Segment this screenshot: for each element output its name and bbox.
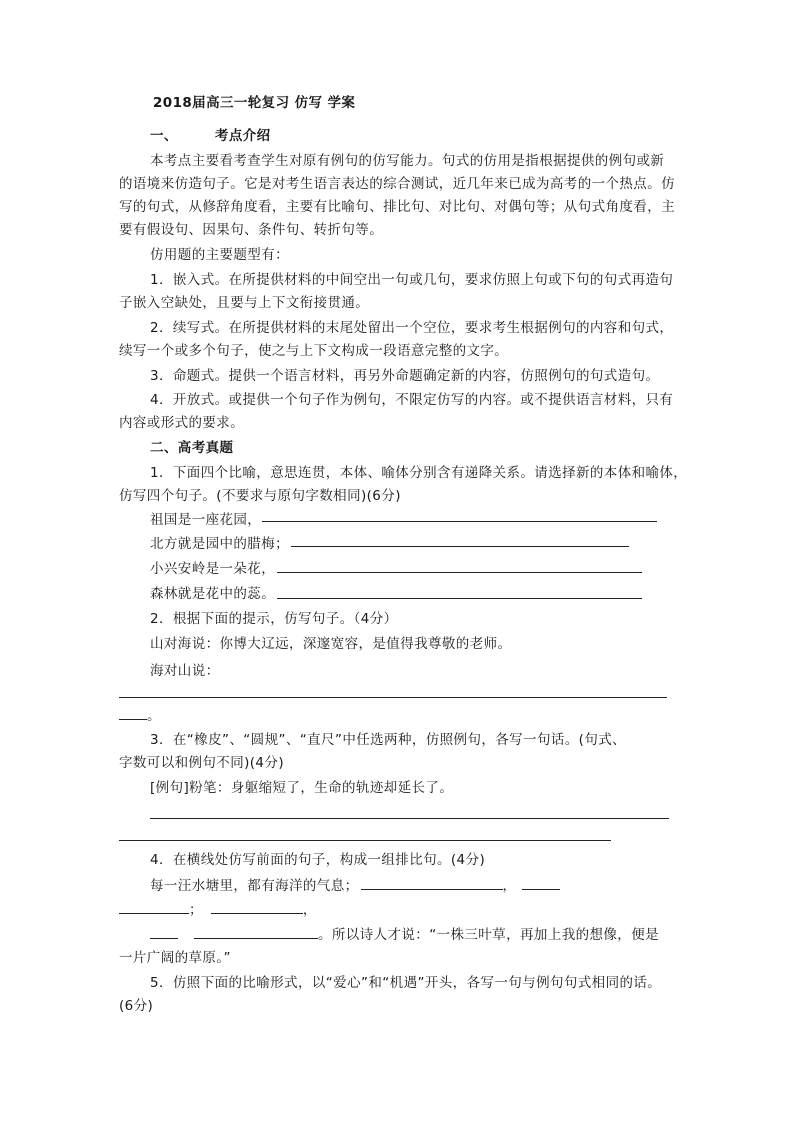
q2-answer-blank-2[interactable] xyxy=(119,704,147,720)
q2-line-4 xyxy=(0,704,794,728)
q2-end-mark: 。 xyxy=(147,708,161,724)
type-3-line-1 xyxy=(0,364,794,388)
type-1-line-2 xyxy=(0,291,794,315)
q1-sentence-4 xyxy=(0,582,794,606)
type-4-line-1 xyxy=(0,388,794,412)
q4-punct: ； xyxy=(189,902,203,918)
q3-text: 字数可以和例句不同)(4分) xyxy=(119,755,284,771)
intro-line-4 xyxy=(0,218,794,242)
q2-answer-blank-1[interactable] xyxy=(119,697,667,698)
section-2-label: 二、高考真题 xyxy=(150,440,234,456)
document-title xyxy=(0,91,794,115)
q4-line-5 xyxy=(0,946,794,970)
q5-text: (6分) xyxy=(119,998,154,1014)
types-heading xyxy=(0,243,794,267)
q1-line-2 xyxy=(0,484,794,508)
q1-sentence-1 xyxy=(0,508,794,532)
type-4-text: 4．开放式。或提供一个句子作为例句，不限定仿写的内容。或不提供语言材料，只有 xyxy=(150,392,674,408)
q1-text: 仿写四个句子。(不要求与原句字数相同)(6分) xyxy=(119,488,401,504)
q4-answer-blank-2[interactable] xyxy=(522,874,560,890)
type-2-text: 续写一个或多个句子，使之与上下文构成一段语意完整的文字。 xyxy=(119,343,509,359)
q3-line-2 xyxy=(0,751,794,775)
q1-sentence-text: 北方就是园中的腊梅； xyxy=(150,536,289,552)
q1-sentence-2 xyxy=(0,532,794,556)
q4-answer-blank-3[interactable] xyxy=(119,898,189,914)
q1-line-1 xyxy=(0,461,794,485)
type-1-text: 1．嵌入式。在所提供材料的中间空出一句或几句，要求仿照上句或下句的句式再造句 xyxy=(150,272,674,288)
types-heading-text: 仿用题的主要题型有： xyxy=(150,247,289,263)
intro-line-1 xyxy=(0,149,794,173)
q1-sentence-3 xyxy=(0,557,794,581)
q4-text: 一片广阔的草原。” xyxy=(119,950,231,966)
q4-line-2 xyxy=(0,874,794,898)
q5-line-1 xyxy=(0,971,794,995)
q4-text: 4．在横线处仿写前面的句子，构成一组排比句。(4分) xyxy=(150,852,486,868)
type-3-text: 3．命题式。提供一个语言材料，再另外命题确定新的内容，仿照例句的句式造句。 xyxy=(150,368,660,384)
q2-line-3 xyxy=(0,659,794,683)
type-2-line-1 xyxy=(0,316,794,340)
type-4-text: 内容或形式的要求。 xyxy=(119,415,245,431)
q4-line-3 xyxy=(0,898,794,922)
q4-punct: ， xyxy=(502,878,517,894)
q1-sentence-text: 祖国是一座花园， xyxy=(150,512,262,528)
q2-line-2 xyxy=(0,632,794,656)
q1-answer-blank-1[interactable] xyxy=(262,521,657,522)
type-1-text: 子嵌入空缺处，且要与上下文衔接贯通。 xyxy=(119,295,370,311)
q5-line-2 xyxy=(0,994,794,1018)
intro-text: 要有假设句、因果句、条件句、转折句等。 xyxy=(119,222,384,238)
q1-answer-blank-3[interactable] xyxy=(277,572,642,573)
q4-answer-blank-5[interactable] xyxy=(150,923,178,939)
title-text: 2018届高三一轮复习 仿写 学案 xyxy=(153,95,356,111)
intro-line-2 xyxy=(0,172,794,196)
q4-text: 。所以诗人才说：“一株三叶草，再加上我的想像，便是 xyxy=(318,927,659,943)
q3-answer-blank-2[interactable] xyxy=(119,840,611,841)
type-1-line-1 xyxy=(0,268,794,292)
q1-answer-blank-4[interactable] xyxy=(277,598,642,599)
section-1-label: 考点介绍 xyxy=(214,128,271,144)
q3-text: 3．在“橡皮”、“圆规”、“直尺”中任选两种，仿照例句，各写一句话。(句式、 xyxy=(150,732,627,748)
section-2-heading xyxy=(0,436,794,460)
section-1-heading xyxy=(0,124,794,148)
q1-sentence-text: 小兴安岭是一朵花， xyxy=(150,561,276,577)
q3-answer-blank-1[interactable] xyxy=(150,818,669,819)
q4-line-4 xyxy=(0,923,794,947)
q4-answer-blank-1[interactable] xyxy=(361,874,503,890)
q1-sentence-text: 森林就是花中的蕊。 xyxy=(150,586,276,602)
q2-line-1 xyxy=(0,607,794,631)
intro-text: 的语境来仿造句子。它是对考生语言表达的综合测试，近几年来已成为高考的一个热点。仿 xyxy=(119,176,675,192)
q2-text: 山对海说：你博大辽远，深邃宽容，是值得我尊敬的老师。 xyxy=(150,636,512,652)
q4-answer-blank-4[interactable] xyxy=(211,898,303,914)
q2-text: 2．根据下面的提示，仿写句子。（4分） xyxy=(150,611,398,627)
intro-text: 本考点主要看考查学生对原有例句的仿写能力。句式的仿用是指根据提供的例句或新 xyxy=(150,153,665,169)
q1-answer-blank-2[interactable] xyxy=(291,546,629,547)
q4-answer-blank-6[interactable] xyxy=(194,923,318,939)
intro-line-3 xyxy=(0,195,794,219)
q1-text: 1．下面四个比喻，意思连贯，本体、喻体分别含有递降关系。请选择新的本体和喻体， xyxy=(150,465,688,481)
type-2-line-2 xyxy=(0,339,794,363)
section-1-number: 一、 xyxy=(150,128,178,144)
q3-line-1 xyxy=(0,728,794,752)
q5-text: 5．仿照下面的比喻形式，以“爱心”和“机遇”开头，各写一句与例句句式相同的话。 xyxy=(150,975,662,991)
q4-text: 每一汪水塘里，都有海洋的气息； xyxy=(150,878,359,894)
type-4-line-2 xyxy=(0,411,794,435)
intro-text: 写的句式，从修辞角度看，主要有比喻句、排比句、对比句、对偶句等；从句式角度看，主 xyxy=(119,199,675,215)
q4-line-1 xyxy=(0,848,794,872)
type-2-text: 2．续写式。在所提供材料的末尾处留出一个空位，要求考生根据例句的内容和句式， xyxy=(150,320,674,336)
q3-example-text: [例句]粉笔：身躯缩短了，生命的轨迹却延长了。 xyxy=(150,780,454,796)
q4-punct: ， xyxy=(302,902,317,918)
q3-example xyxy=(0,776,794,800)
q2-text: 海对山说： xyxy=(150,663,220,679)
